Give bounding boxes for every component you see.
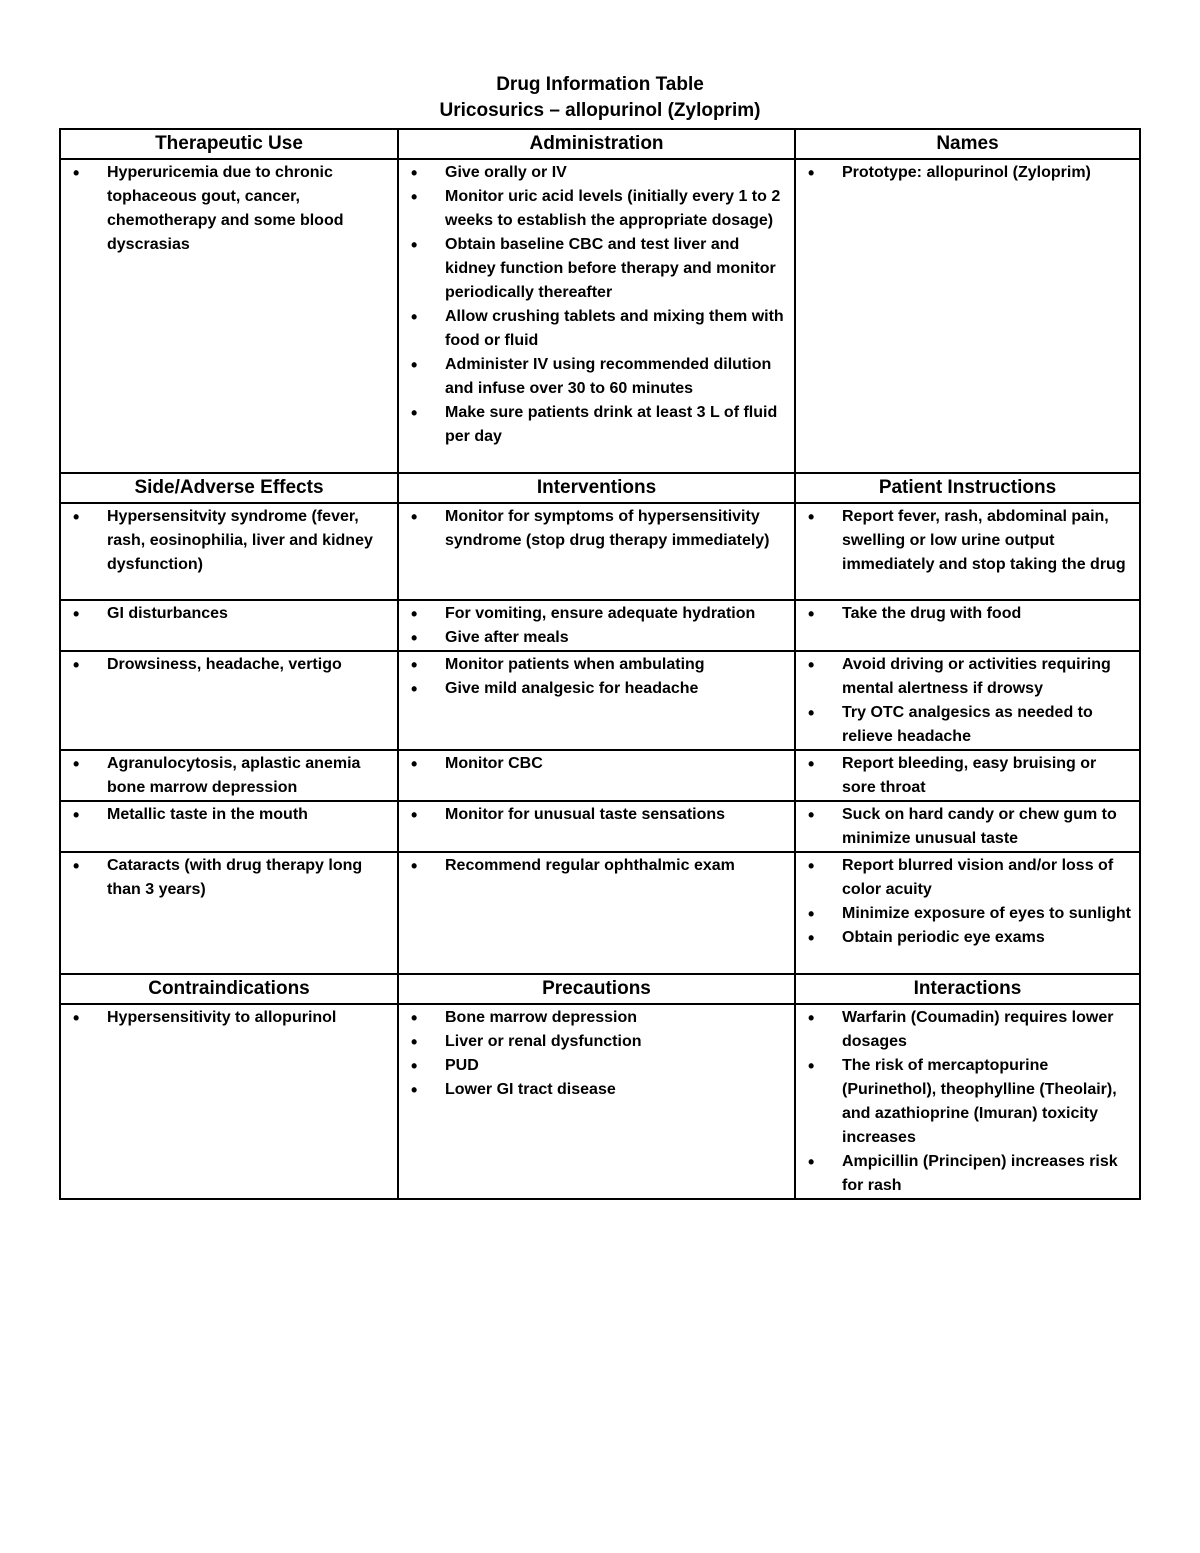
list-item: • Try OTC analgesics as needed to relieve headache (842, 701, 1133, 749)
list-item: • Drowsiness, headache, vertigo (107, 653, 391, 677)
intervention-cell (398, 651, 795, 750)
header-precautions: Precautions (398, 974, 795, 1004)
list-item: • Allow crushing tablets and mixing them with food or fluid (445, 305, 788, 353)
list-item: • Hyperuricemia due to chronic tophaceous gout, cancer, chemotherapy and some blood dyscrasias (107, 161, 391, 257)
side-effect-cell (60, 600, 398, 651)
list-item: • Give after meals (445, 626, 788, 650)
table-row (60, 852, 1140, 974)
patient-instruction-cell (795, 801, 1140, 852)
list-item: • Liver or renal dysfunction (445, 1030, 788, 1054)
list-item: • Report fever, rash, abdominal pain, swelling or low urine output immediately and stop taking the drug (842, 505, 1133, 577)
patient-instruction-cell (795, 651, 1140, 750)
list-item: • Give orally or IV (445, 161, 788, 185)
list-item: • Prototype: allopurinol (Zyloprim) (842, 161, 1133, 185)
list-item: • Hypersensitivity to allopurinol (107, 1006, 391, 1030)
header-row (60, 473, 1140, 503)
interactions-cell (795, 1004, 1140, 1199)
table-row (60, 600, 1140, 651)
precautions-cell (398, 1004, 795, 1199)
table-row (60, 750, 1140, 801)
list-item: • GI disturbances (107, 602, 391, 626)
document-title: Drug Information Table (496, 74, 704, 95)
intervention-cell (398, 852, 795, 974)
list-item: • Avoid driving or activities requiring mental alertness if drowsy (842, 653, 1133, 701)
list-item: • Monitor for unusual taste sensations (445, 803, 788, 827)
side-effect-cell (60, 852, 398, 974)
list-item: • Report bleeding, easy bruising or sore throat (842, 752, 1133, 800)
table-row (60, 503, 1140, 600)
patient-instruction-cell (795, 503, 1140, 600)
drug-class-subtitle: Uricosurics – allopurinol (Zyloprim) (439, 100, 761, 121)
names-cell (795, 159, 1140, 473)
drug-information-table (59, 128, 1141, 1200)
header-side-adverse-effects: Side/Adverse Effects (60, 473, 398, 503)
list-item: • Bone marrow depression (445, 1006, 788, 1030)
header-interventions: Interventions (398, 473, 795, 503)
contraindications-cell (60, 1004, 398, 1199)
patient-instruction-cell (795, 600, 1140, 651)
header-interactions: Interactions (795, 974, 1140, 1004)
header-therapeutic-use: Therapeutic Use (60, 129, 398, 159)
side-effect-cell (60, 801, 398, 852)
side-effect-cell (60, 750, 398, 801)
side-effect-cell (60, 651, 398, 750)
intervention-cell (398, 750, 795, 801)
list-item: • Make sure patients drink at least 3 L of fluid per day (445, 401, 788, 449)
list-item: • Cataracts (with drug therapy long than 3 years) (107, 854, 391, 902)
table-row (60, 1004, 1140, 1199)
list-item: • Recommend regular ophthalmic exam (445, 854, 788, 878)
list-item: • For vomiting, ensure adequate hydration (445, 602, 788, 626)
intervention-cell (398, 503, 795, 600)
table-row (60, 159, 1140, 473)
list-item: • Agranulocytosis, aplastic anemia bone marrow depression (107, 752, 391, 800)
list-item: • Report blurred vision and/or loss of color acuity (842, 854, 1133, 902)
table-row (60, 651, 1140, 750)
list-item: • Monitor uric acid levels (initially every 1 to 2 weeks to establish the appropriate dosage) (445, 185, 788, 233)
list-item: • The risk of mercaptopurine (Purinethol), theophylline (Theolair), and azathioprine (Imuran) toxicity increases (842, 1054, 1133, 1150)
intervention-cell (398, 600, 795, 651)
list-item: • Suck on hard candy or chew gum to minimize unusual taste (842, 803, 1133, 851)
administration-cell (398, 159, 795, 473)
list-item: • Monitor patients when ambulating (445, 653, 788, 677)
patient-instruction-cell (795, 852, 1140, 974)
list-item: • Lower GI tract disease (445, 1078, 788, 1102)
list-item: • Hypersensitvity syndrome (fever, rash, eosinophilia, liver and kidney dysfunction) (107, 505, 391, 577)
header-row (60, 974, 1140, 1004)
list-item: • Administer IV using recommended dilution and infuse over 30 to 60 minutes (445, 353, 788, 401)
document-title-block (0, 72, 1200, 124)
list-item: • Take the drug with food (842, 602, 1133, 626)
list-item: • Give mild analgesic for headache (445, 677, 788, 701)
list-item: • Monitor CBC (445, 752, 788, 776)
side-effect-cell (60, 503, 398, 600)
therapeutic-use-cell (60, 159, 398, 473)
table-row (60, 801, 1140, 852)
list-item: • Minimize exposure of eyes to sunlight (842, 902, 1133, 926)
list-item: • Obtain periodic eye exams (842, 926, 1133, 950)
header-row (60, 129, 1140, 159)
header-patient-instructions: Patient Instructions (795, 473, 1140, 503)
header-names: Names (795, 129, 1140, 159)
intervention-cell (398, 801, 795, 852)
list-item: • PUD (445, 1054, 788, 1078)
list-item: • Monitor for symptoms of hypersensitivity syndrome (stop drug therapy immediately) (445, 505, 788, 553)
list-item: • Metallic taste in the mouth (107, 803, 391, 827)
header-administration: Administration (398, 129, 795, 159)
list-item: • Warfarin (Coumadin) requires lower dosages (842, 1006, 1133, 1054)
header-contraindications: Contraindications (60, 974, 398, 1004)
list-item: • Ampicillin (Principen) increases risk for rash (842, 1150, 1133, 1198)
patient-instruction-cell (795, 750, 1140, 801)
list-item: • Obtain baseline CBC and test liver and kidney function before therapy and monitor periodically thereafter (445, 233, 788, 305)
